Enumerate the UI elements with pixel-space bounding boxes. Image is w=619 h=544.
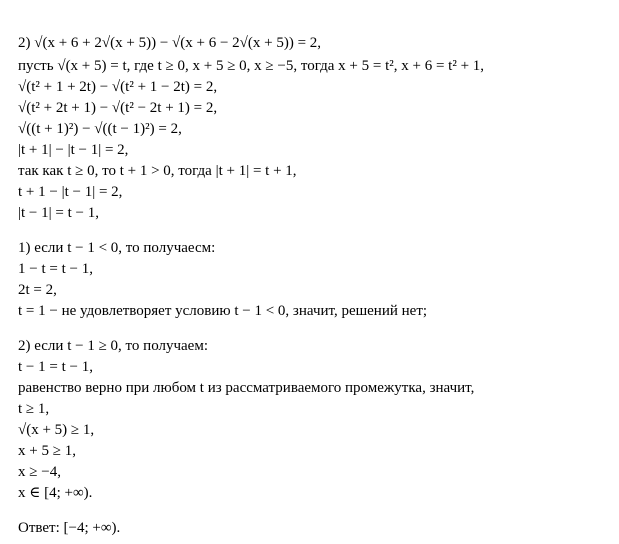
equation-line: t + 1 − |t − 1| = 2,	[18, 184, 123, 200]
equation-line: t − 1 = t − 1,	[18, 359, 93, 375]
equation-line: |t − 1| = t − 1,	[18, 205, 99, 221]
equation-line: 1 − t = t − 1,	[18, 261, 93, 277]
blank-line	[18, 504, 614, 518]
text-line: так как t ≥ 0, то t + 1 > 0, тогда |t + 1| = t + 1,	[18, 163, 297, 179]
equation-line: 2) √(x + 6 + 2√(x + 5)) − √(x + 6 − 2√(x + 5)) = 2,	[18, 35, 322, 51]
equation-line: √(t² + 2t + 1) − √(t² − 2t + 1) = 2,	[18, 100, 218, 116]
case-heading: 2) если t − 1 ≥ 0, то получаем:	[18, 338, 208, 354]
text-line: равенство верно при любом t из рассматриваемого промежутка, значит,	[18, 380, 475, 396]
blank-line	[18, 224, 614, 238]
equation-line: 2t = 2,	[18, 282, 57, 298]
equation-line: x + 5 ≥ 1,	[18, 443, 76, 459]
answer-line: Ответ: [−4; +∞).	[18, 520, 121, 536]
blank-line	[18, 322, 614, 336]
case-heading: 1) если t − 1 < 0, то получаесм:	[18, 240, 216, 256]
equation-line: x ∈ [4; +∞).	[18, 485, 93, 501]
equation-line: √(t² + 1 + 2t) − √(t² + 1 − 2t) = 2,	[18, 79, 218, 95]
substitution-line: пусть √(x + 5) = t, где t ≥ 0, x + 5 ≥ 0, x ≥ −5, тогда x + 5 = t², x + 6 = t² + 1,	[18, 58, 485, 74]
equation-line: √(x + 5) ≥ 1,	[18, 422, 95, 438]
equation-line: |t + 1| − |t − 1| = 2,	[18, 142, 129, 158]
equation-line: √((t + 1)²) − √((t − 1)²) = 2,	[18, 121, 182, 137]
text-line: t = 1 − не удовлетворяет условию t − 1 < 0, значит, решений нет;	[18, 303, 428, 319]
equation-line: x ≥ −4,	[18, 464, 61, 480]
solution-document	[18, 30, 614, 539]
equation-line: t ≥ 1,	[18, 401, 50, 417]
